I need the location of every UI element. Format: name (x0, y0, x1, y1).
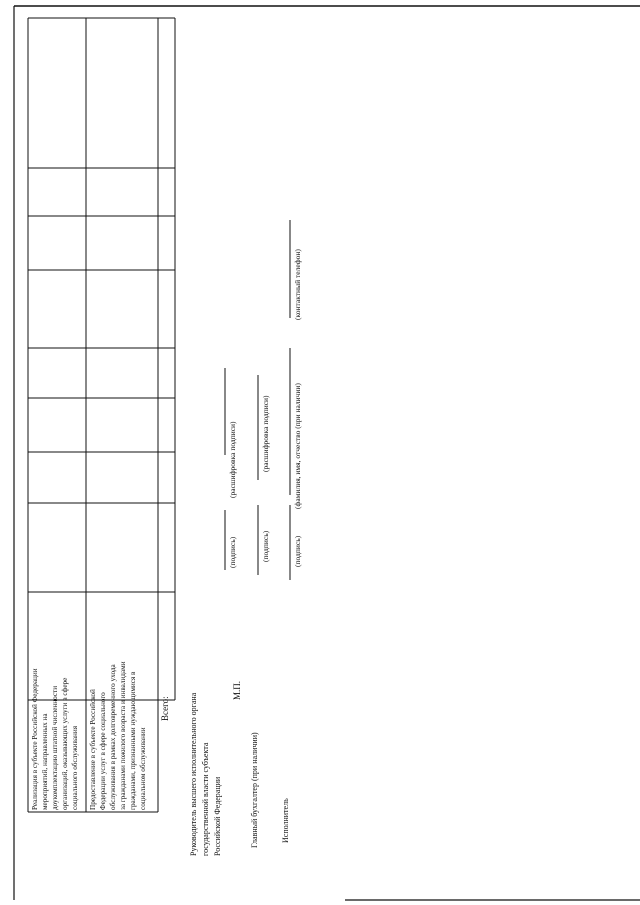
row-label-line: Предоставление в субъекте Российской (89, 689, 97, 810)
head-signature-caption: (подпись) (228, 536, 237, 568)
row-label-line: мероприятий, направленных на (41, 713, 49, 810)
row-label-line: Реализация в субъекте Российской Федерации (31, 668, 39, 810)
head-decoding-caption: (расшифровка подписи) (228, 421, 237, 498)
accountant-title: Главный бухгалтер (при наличии) (250, 732, 259, 848)
row-label-line: доукомплектацию штатной численности (51, 685, 59, 810)
head-title-line: Руководитель высшего исполнительного органа (189, 692, 198, 856)
row-label-line: гражданами, признанными нуждающимися в (129, 671, 137, 810)
head-title-line: Российской Федерации (213, 776, 222, 856)
executor-title: Исполнитель (281, 798, 290, 843)
row-label-line: за гражданами пожилого возраста и инвалидами (119, 661, 127, 810)
accountant-signature-caption: (подпись) (261, 530, 270, 562)
executor-name-caption: (фамилия, имя, отчество (при наличии) (293, 383, 302, 509)
stamp-label: М.П. (232, 680, 242, 700)
executor-signature-caption: (подпись) (293, 535, 302, 567)
executor-phone-caption: (контактный телефон) (293, 249, 302, 320)
row-label-line: организаций, оказывающих услуги в сфере (61, 677, 69, 810)
head-title-line: государственной власти субъекта (201, 742, 210, 856)
accountant-decoding-caption: (расшифровка подписи) (261, 395, 270, 472)
total-label: Всего: (160, 696, 170, 721)
row-label-line: обслуживания в рамках долговременного ухода (109, 664, 117, 810)
row-label-line: Федерации услуг в сфере социального (99, 692, 107, 810)
row-label-line: социальном обслуживании (139, 727, 147, 810)
signature-lines (225, 220, 290, 580)
row-label-line: социального обслуживания (71, 725, 79, 810)
